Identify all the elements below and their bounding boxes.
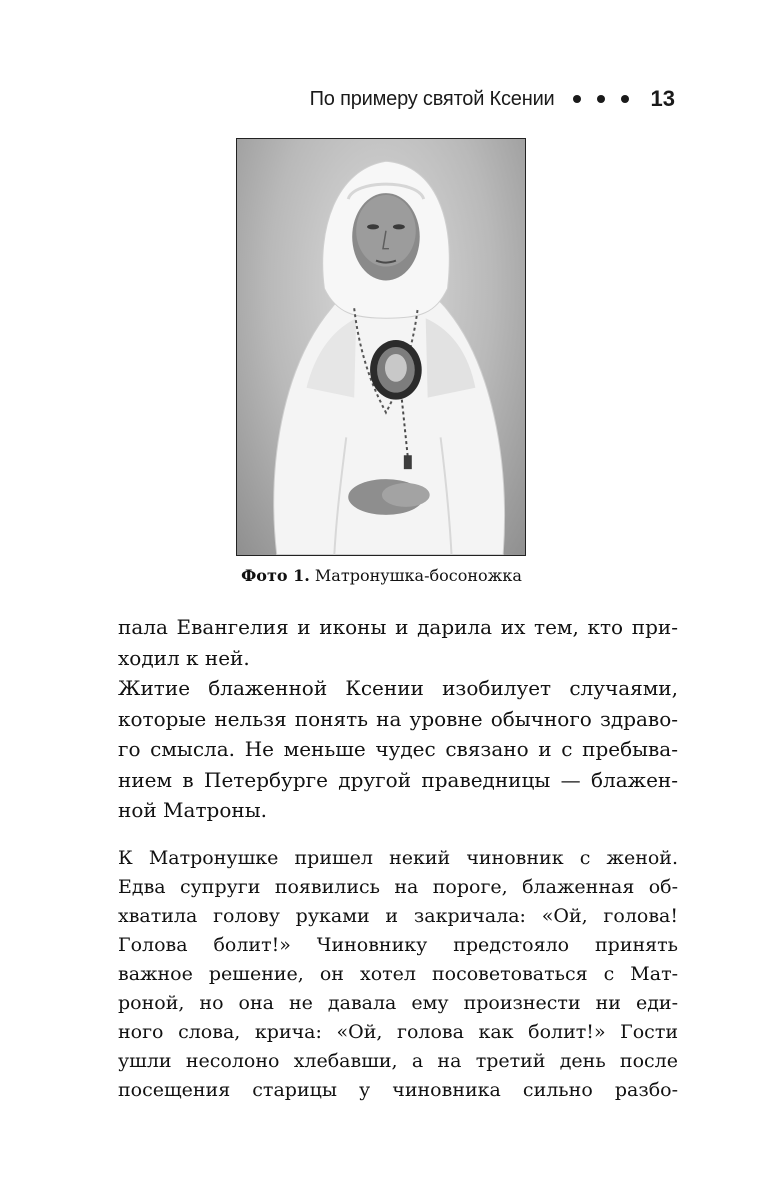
caption-text: Матронушка-босоножка [314, 566, 522, 585]
running-header [310, 86, 675, 112]
body-line: которые нельзя понять на уровне обычного здраво- [118, 706, 678, 731]
page-number: 13 [650, 86, 675, 111]
quote-line: хватила голову руками и закричала: «Ой, голова! [118, 905, 678, 927]
quote-line: важное решение, он хотел посоветоваться с Мат- [118, 963, 678, 985]
running-title: По примеру святой Ксении [309, 87, 555, 110]
quote-line: К Матронушке пришел некий чиновник с женой. [118, 847, 678, 869]
photo-caption [0, 566, 763, 585]
quote-line: роной, но она не давала ему произнести ни еди- [118, 992, 678, 1014]
dot-icon [621, 95, 629, 103]
caption-label: Фото 1. [241, 566, 310, 585]
quote-line: Едва супруги появились на пороге, блаженная об- [118, 876, 678, 898]
body-line: го смысла. Не меньше чудес связано и с пребыва- [118, 737, 678, 761]
portrait-photo [236, 138, 526, 556]
body-line: нием в Петербурге другой праведницы — блажен- [118, 767, 678, 792]
quote-line: Голова болит!» Чиновнику предстояло принять [118, 934, 678, 956]
quote-line: ушли несолоно хлебавши, а на третий день после [118, 1050, 678, 1072]
body-line: ной Матроны. [118, 798, 267, 822]
header-dots [573, 95, 629, 103]
quote-line: ного слова, крича: «Ой, голова как болит!» Гости [118, 1021, 678, 1043]
dot-icon [597, 95, 605, 103]
dot-icon [573, 95, 581, 103]
body-line: пала Евангелия и иконы и дарила их тем, кто при- [118, 615, 678, 639]
body-line: Житие блаженной Ксении изобилует случаями, [118, 676, 678, 700]
portrait-illustration [237, 139, 525, 555]
quote-line: посещения старицы у чиновника сильно разбо- [118, 1079, 678, 1101]
body-paragraphs [118, 612, 678, 826]
quoted-passage [118, 844, 678, 1105]
body-line: ходил к ней. [118, 645, 250, 670]
